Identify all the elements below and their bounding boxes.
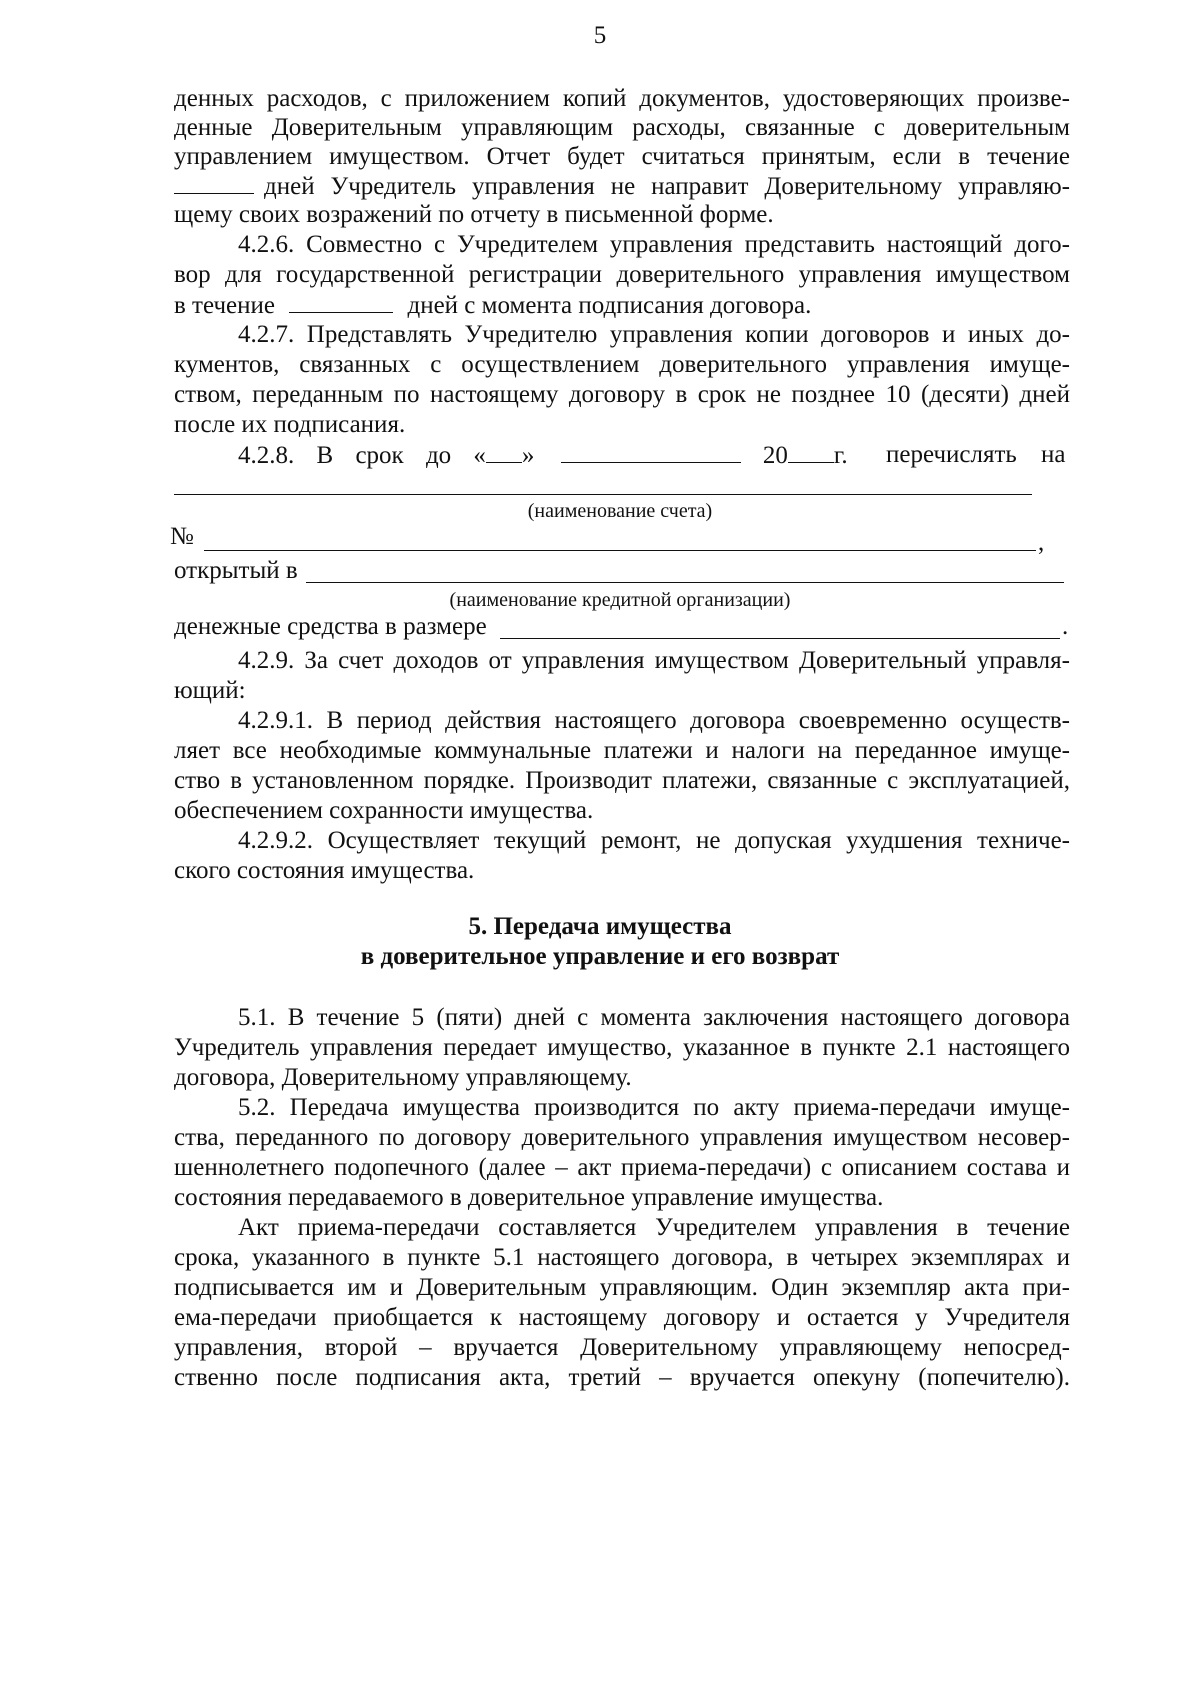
clause-4-2-8 — [238, 440, 1070, 471]
text-segment: « — [473, 442, 486, 469]
clause-4-2-6: 4.2.6. Совместно с Учредителем управления представить настоящий дого- — [238, 231, 1070, 258]
text-line: денных расходов, с приложением копий документов, удостоверяющих произве- — [174, 85, 1070, 112]
blank-month-field — [561, 440, 741, 463]
text-line: подписывается им и Доверительным управляющим. Один экземпляр акта при- — [174, 1274, 1070, 1301]
amount-label: денежные средства в размере — [174, 613, 487, 640]
text-segment: г. — [833, 442, 848, 469]
text-segment: в течение — [174, 292, 275, 319]
text-segment: перечислять — [886, 441, 1017, 468]
text-line: ством, переданным по настоящему договору в срок не позднее 10 (десяти) дней — [174, 381, 1070, 408]
text-segment: дней с момента подписания договора. — [407, 292, 812, 319]
text-line: щему своих возражений по отчету в письменной форме. — [174, 201, 774, 228]
text-line — [174, 171, 1070, 202]
account-name-line — [174, 494, 1032, 495]
text-segment: 4.2.8. — [238, 442, 295, 469]
blank-day-field — [486, 440, 522, 463]
clause-4-2-9-1: 4.2.9.1. В период действия настоящего договора своевременно осуществ- — [238, 707, 1070, 734]
clause-4-2-9: 4.2.9. За счет доходов от управления имуществом Доверительный управля- — [238, 647, 1070, 674]
text-line: состояния передаваемого в доверительное управление имущества. — [174, 1184, 884, 1211]
blank-year-field — [788, 440, 834, 463]
text-segment: на — [1041, 441, 1066, 468]
text-line: ственно после подписания акта, третий – вручается опекуну (попечителю). — [174, 1364, 1070, 1391]
text-line — [174, 290, 811, 321]
amount-line — [500, 638, 1060, 639]
page-number: 5 — [593, 22, 607, 49]
text-line: договора, Доверительному управляющему. — [174, 1064, 632, 1091]
text-line: управления, второй – вручается Доверительному управляющему непосред- — [174, 1334, 1070, 1361]
text-segment: В — [316, 442, 334, 469]
text-line: обеспечением сохранности имущества. — [174, 797, 594, 824]
text-line: шеннолетнего подопечного (далее – акт приема-передачи) с описанием состава и — [174, 1154, 1070, 1181]
text-line: управлением имуществом. Отчет будет считаться принятым, если в течение — [174, 143, 1070, 170]
text-line: денные Доверительным управляющим расходы, связанные с доверительным — [174, 114, 1070, 141]
text-segment: до — [425, 442, 452, 469]
opened-in-label: открытый в — [174, 557, 298, 584]
text-line: кументов, связанных с осуществлением доверительного управления имуще- — [174, 351, 1070, 378]
section-heading-line1: 5. Передача имущества — [468, 913, 732, 940]
act-paragraph-start: Акт приема-передачи составляется Учредителем управления в течение — [238, 1214, 1070, 1241]
text-line: после их подписания. — [174, 411, 406, 438]
section-heading-line2: в доверительное управление и его возврат — [360, 943, 840, 970]
clause-4-2-9-2: 4.2.9.2. Осуществляет текущий ремонт, не допуская ухудшения техниче- — [238, 827, 1070, 854]
text-line: срока, указанного в пункте 5.1 настоящего договора, в четырех экземплярах и — [174, 1244, 1070, 1271]
text-line: ющий: — [174, 677, 246, 704]
text-segment: дней Учредитель управления не направит Доверительному управляю- — [264, 173, 1070, 200]
text-segment: срок — [355, 442, 404, 469]
period: . — [1062, 613, 1069, 640]
text-line: ема-передачи приобщается к настоящему договору и остается у Учредителя — [174, 1304, 1070, 1331]
text-line: Учредитель управления передает имущество, указанное в пункте 2.1 настоящего — [174, 1034, 1070, 1061]
clause-5-2: 5.2. Передача имущества производится по акту приема-передачи имуще- — [238, 1094, 1070, 1121]
text-line: ского состояния имущества. — [174, 857, 475, 884]
text-segment: » — [521, 442, 535, 469]
text-line: вор для государственной регистрации доверительного управления имуществом — [174, 261, 1070, 288]
comma: , — [1038, 529, 1045, 556]
blank-days-field — [289, 290, 393, 313]
caption-account-name: (наименование счета) — [527, 500, 713, 522]
blank-days-field — [174, 171, 254, 194]
text-segment: 20 — [762, 442, 788, 469]
account-number-label: № — [170, 523, 194, 550]
clause-4-2-7: 4.2.7. Представлять Учредителю управления копии договоров и иных до- — [238, 321, 1070, 348]
account-number-line — [204, 550, 1036, 551]
text-line: ство в установленном порядке. Производит платежи, связанные с эксплуатацией, — [174, 767, 1070, 794]
bank-name-line — [306, 582, 1064, 583]
caption-bank-name: (наименование кредитной организации) — [449, 589, 791, 611]
text-line: ляет все необходимые коммунальные платежи и налоги на переданное имуще- — [174, 737, 1070, 764]
clause-5-1: 5.1. В течение 5 (пяти) дней с момента заключения настоящего договора — [238, 1004, 1070, 1031]
text-line: ства, переданного по договору доверительного управления имуществом несовер- — [174, 1124, 1070, 1151]
